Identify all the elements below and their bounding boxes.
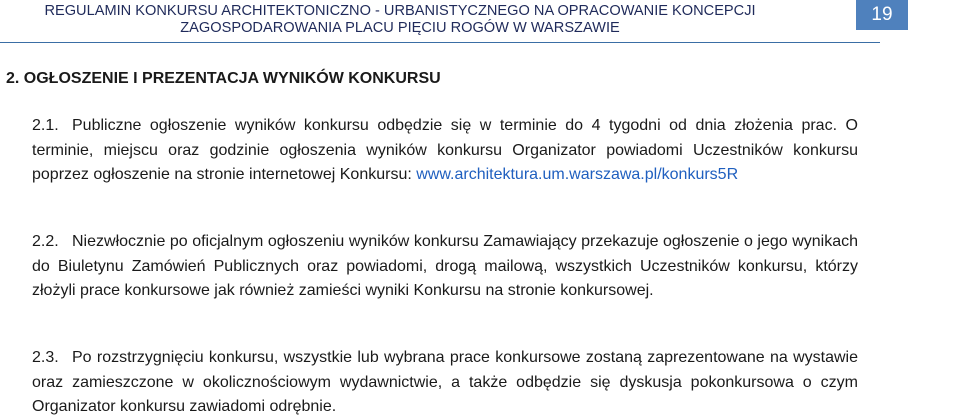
paragraph-2-1 bbox=[32, 114, 858, 188]
paragraph-text: Po rozstrzygnięciu konkursu, wszystkie lub wybrana prace konkursowe zostaną zaprezentowane na wystawie oraz zamieszczone w okolicznościowym wydawnictwie, a także odbędzie się dyskusja pokonkursowa o czym Organizator konkursu zawiadomi odrębnie. bbox=[32, 349, 858, 416]
page-number-badge: 19 bbox=[856, 0, 908, 30]
paragraph-number: 2.1. bbox=[32, 117, 59, 134]
document-title-line-2: ZAGOSPODAROWANIA PLACU PIĘCIU ROGÓW W WARSZAWIE bbox=[180, 20, 620, 36]
section-title: 2. OGŁOSZENIE I PREZENTACJA WYNIKÓW KONKURSU bbox=[6, 70, 441, 87]
paragraph-text: Niezwłocznie po oficjalnym ogłoszeniu wyników konkursu Zamawiający przekazuje ogłoszenie o jego wynikach do Biuletynu Zamówień Publicznych oraz powiadomi, drogą mailową, wszystkich Uczestników konkursu, którzy złożyli prace konkursowe jak również zamieści wyniki Konkursu na stronie konkursowej. bbox=[32, 233, 858, 300]
paragraph-text: Publiczne ogłoszenie wyników konkursu odbędzie się w terminie do 4 tygodni od dnia złożenia prac. O terminie, miejscu oraz godzinie ogłoszenia wyników konkursu Organizator powiadomi Uczestników konkursu poprzez ogłoszenie na stronie internetowej Konkursu: bbox=[32, 117, 858, 184]
header-divider bbox=[0, 42, 880, 43]
paragraph-number: 2.3. bbox=[32, 349, 59, 366]
page-header bbox=[0, 0, 959, 40]
paragraph-number: 2.2. bbox=[32, 233, 59, 250]
contest-website-link[interactable]: www.architektura.um.warszawa.pl/konkurs5R bbox=[416, 166, 739, 184]
document-title bbox=[0, 3, 800, 37]
document-title-line-1: REGULAMIN KONKURSU ARCHITEKTONICZNO - URBANISTYCZNEGO NA OPRACOWANIE KONCEPCJI bbox=[44, 3, 756, 19]
paragraph-2-3 bbox=[32, 346, 858, 420]
paragraph-2-2 bbox=[32, 230, 858, 304]
